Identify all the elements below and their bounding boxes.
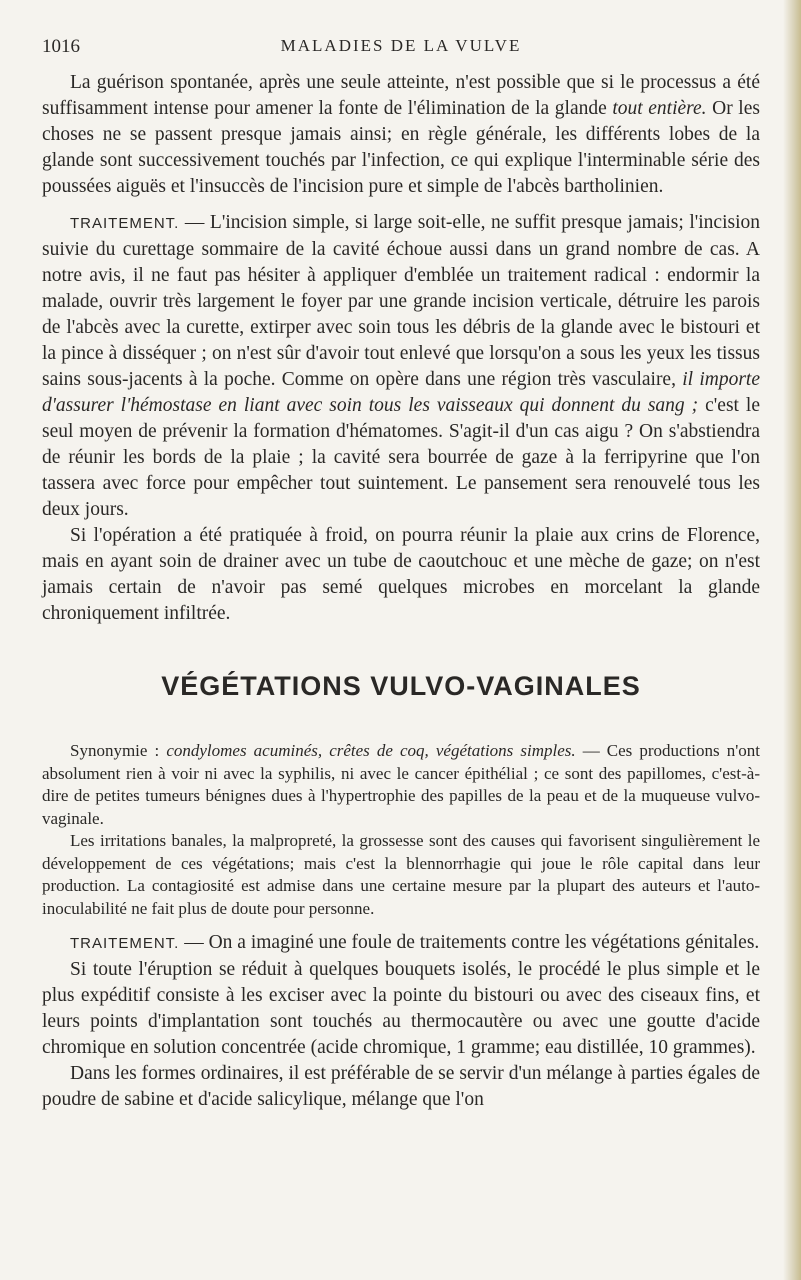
paragraph-3: Si l'opération a été pratiquée à froid, on pourra réunir la plaie aux crins de Florence, mais en ayant soin de drainer avec un tube de caoutchouc et une mèche de gaze; on n'est jamais certain de n'avoir pas semé quelques microbes en morcelant la glande chroniquement infiltrée. (42, 525, 760, 624)
page-edge-shadow (783, 0, 801, 1280)
page-header (42, 30, 760, 70)
emphasis: il importe d'assurer l'hémostase en liant avec soin tous les vaisseaux qui donnent du sang ; (42, 369, 760, 416)
emphasis: tout entière. (612, 98, 707, 119)
paragraph-traitement-1: TRAITEMENT. — L'incision simple, si large soit-elle, ne suffit presque jamais; l'incision suivie du curettage sommaire de la cavité échoue aussi dans un grand nombre de cas. A notre avis, il ne faut pas hésiter à appliquer d'emblée un traitement radical : endormir la malade, ouvrir très largement le foyer par une grande incision verticale, détruire les parois de l'abcès avec la curette, extirper avec soin tous les débris de la glande avec le bistouri et la pince à disséquer ; on n'est sûr d'avoir tout enlevé que lorsqu'on a sous les yeux les tissus sains sous-jacents à la poche. Comme on opère dans une région très vasculaire, il importe d'assurer l'hémostase en liant avec soin tous les vaisseaux qui donnent du sang ; c'est le seul moyen de prévenir la formation d'hématomes. S'agit-il d'un cas aigu ? On s'abstiendra de réunir les bords de la plaie ; la cavité sera bourrée de gaze à la ferripyrine que l'on tassera avec force pour empêcher tout suintement. Le pansement sera renouvelé tous les deux jours. (42, 212, 760, 520)
emphasis: condylomes acuminés, crêtes de coq, végétations simples. (166, 741, 576, 760)
paragraph-1: La guérison spontanée, après une seule atteinte, n'est possible que si le processus a été suffisamment intense pour amener la fonte de l'élimination de la glande tout entière. Or les choses ne se passent presque jamais ainsi; en règle générale, les différents lobes de la glande sont successivement touchés par l'infection, ce qui explique l'interminable série des poussées aiguës et l'insuccès de l'incision pure et simple de l'abcès bartholinien. (42, 72, 760, 197)
paragraph-5: Les irritations banales, la malpropreté, la grossesse sont des causes qui favorisent singulièrement le développement de ces végétations; mais c'est la blennorrhagie qui joue le rôle capital dans leur production. La contagiosité est admise dans une certaine mesure par la plupart des auteurs et l'auto-inoculabilité ne fait plus de doute pour personne. (42, 831, 760, 918)
paragraph-7: Si toute l'éruption se réduit à quelques bouquets isolés, le procédé le plus simple et le plus expéditif consiste à les exciser avec la pointe du bistouri ou avec des ciseaux fins, et leurs points d'implantation sont touchés au thermocautère ou avec une goutte d'acide chromique en solution concentrée (acide chromique, 1 gramme; eau distillée, 10 grammes). (42, 959, 760, 1058)
book-page (42, 30, 760, 1113)
label-traitement: TRAITEMENT. (70, 935, 180, 952)
paragraph-traitement-2: TRAITEMENT. — On a imaginé une foule de traitements contre les végétations génitales. (70, 932, 760, 953)
paragraph-synonymie: Synonymie : condylomes acuminés, crêtes de coq, végétations simples. — Ces productions n'ont absolument rien à voir ni avec la syphilis, ni avec le cancer épithélial ; ce sont des papillomes, c'est-à-dire de petites tumeurs bénignes dues à l'hypertrophie des papilles de la peau et de la muqueuse vulvo-vaginale. (42, 741, 761, 828)
page-number: 1016 (42, 36, 80, 57)
label-traitement: TRAITEMENT. (70, 215, 180, 232)
running-title: MALADIES DE LA VULVE (280, 36, 522, 55)
paragraph-8: Dans les formes ordinaires, il est préférable de se servir d'un mélange à parties égales de poudre de sabine et d'acide salicylique, mélange que l'on (42, 1063, 760, 1110)
section-title: VÉGÉTATIONS VULVO-VAGINALES (161, 671, 641, 701)
